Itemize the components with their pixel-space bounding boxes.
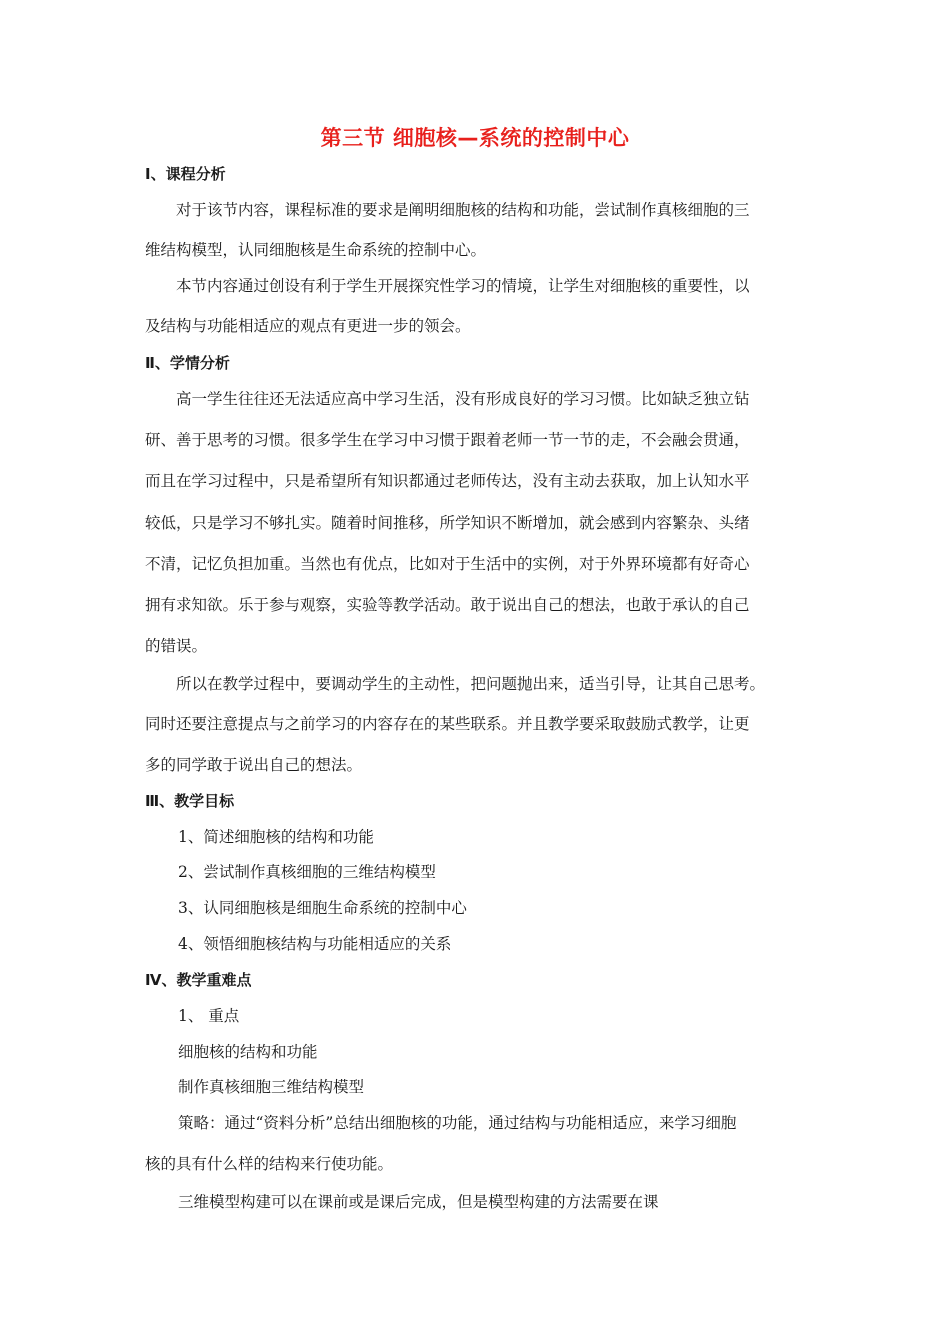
paragraph-line: 制作真核细胞三维结构模型 bbox=[178, 1078, 365, 1096]
paragraph-line: 的错误。 bbox=[145, 637, 208, 655]
paragraph-line: 较低，只是学习不够扎实。随着时间推移，所学知识不断增加，就会感到内容繁杂、头绪 bbox=[145, 514, 750, 532]
paragraph-line: 而且在学习过程中，只是希望所有知识都通过老师传达，没有主动去获取，加上认知水平 bbox=[145, 472, 750, 490]
paragraph-line: 拥有求知欲。乐于参与观察，实验等教学活动。敢于说出自己的想法，也敢于承认的自己 bbox=[145, 596, 750, 614]
section-heading-course-analysis: Ⅰ、课程分析 bbox=[145, 165, 226, 183]
page-title: 第三节 细胞核—系统的控制中心 bbox=[320, 126, 630, 150]
list-item: 2、尝试制作真核细胞的三维结构模型 bbox=[178, 863, 436, 881]
list-item: 4、领悟细胞核结构与功能相适应的关系 bbox=[178, 935, 452, 953]
paragraph-line: 维结构模型，认同细胞核是生命系统的控制中心。 bbox=[145, 241, 487, 259]
paragraph-line: 对于该节内容，课程标准的要求是阐明细胞核的结构和功能，尝试制作真核细胞的三 bbox=[176, 201, 750, 219]
paragraph-line: 高一学生往往还无法适应高中学习生活，没有形成良好的学习习惯。比如缺乏独立钻 bbox=[176, 390, 750, 408]
paragraph-line: 本节内容通过创设有利于学生开展探究性学习的情境，让学生对细胞核的重要性，以 bbox=[176, 277, 750, 295]
section-heading-learner-analysis: Ⅱ、学情分析 bbox=[145, 354, 230, 372]
section-heading-key-points: Ⅳ、教学重难点 bbox=[145, 971, 252, 989]
paragraph-line: 策略：通过“资料分析”总结出细胞核的功能，通过结构与功能相适应，来学习细胞 bbox=[178, 1114, 737, 1132]
list-item: 3、认同细胞核是细胞生命系统的控制中心 bbox=[178, 899, 467, 917]
paragraph-line: 同时还要注意提点与之前学习的内容存在的某些联系。并且教学要采取鼓励式教学，让更 bbox=[145, 715, 750, 733]
paragraph-line: 1、 重点 bbox=[178, 1007, 240, 1025]
paragraph-line: 核的具有什么样的结构来行使功能。 bbox=[145, 1155, 394, 1173]
paragraph-line: 及结构与功能相适应的观点有更进一步的领会。 bbox=[145, 317, 471, 335]
paragraph-line: 研、善于思考的习惯。很多学生在学习中习惯于跟着老师一节一节的走，不会融会贯通， bbox=[145, 431, 750, 449]
list-item: 1、简述细胞核的结构和功能 bbox=[178, 828, 374, 846]
paragraph-line: 所以在教学过程中，要调动学生的主动性，把问题抛出来，适当引导，让其自己思考。 bbox=[176, 675, 766, 693]
paragraph-line: 不清，记忆负担加重。当然也有优点，比如对于生活中的实例，对于外界环境都有好奇心 bbox=[145, 555, 750, 573]
paragraph-line: 多的同学敢于说出自己的想法。 bbox=[145, 756, 363, 774]
section-heading-teaching-goals: Ⅲ、教学目标 bbox=[145, 792, 235, 810]
paragraph-line: 细胞核的结构和功能 bbox=[178, 1043, 318, 1061]
paragraph-line: 三维模型构建可以在课前或是课后完成，但是模型构建的方法需要在课 bbox=[178, 1193, 659, 1211]
